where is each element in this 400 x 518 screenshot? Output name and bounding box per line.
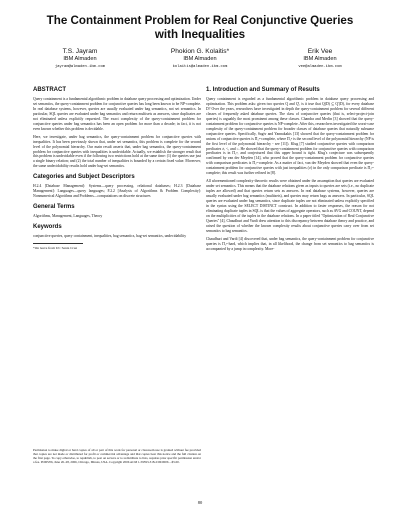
author-email[interactable]: jayram@almaden.ibm.com (54, 65, 106, 69)
categories-heading: Categories and Subject Descriptors (33, 174, 135, 181)
author-name: T.S. Jayram (62, 48, 98, 55)
title-line-1: The Containment Problem for Real Conjunctive Queries (46, 14, 354, 27)
author-email[interactable]: vee@almaden.ibm.com (298, 65, 342, 69)
intro-paragraph-3: Chaudhuri and Vardi [4] discovered that, under bag semantics, the query-containment problem for conjunctive queries is Π₂ᵖ-hard, which implies that, in all likelihood, the change from set semantics to bag semantics is accompanied by a jump in complexity. More- (206, 236, 374, 251)
author-affiliation: IBM Almaden (183, 56, 217, 62)
keywords-heading: Keywords (33, 224, 62, 231)
abstract-paragraph-1: Query containment is a fundamental algorithmic problem in database query processing and optimization. Under set semantics, the query-containment problem for conjunctive queries has long been known to be NP-complete. In real database systems, however, queries are usually evaluated under bag semantics, not set semantics. In particular, SQL queries are evaluated under bag semantics and return multisets as answers, since duplicates are not eliminated unless explicitly requested. The exact complexity of the query-containment problem for conjunctive queries under bag semantics has been an open problem for more than a decade; in fact, it is not even known whether this problem is decidable. (33, 97, 201, 131)
author-affiliation: IBM Almaden (303, 56, 337, 62)
copyright-notice: Permission to make digital or hard copies of all or part of this work for personal or classroom use is granted without fee provided that copies are not made or distributed for profit or commercial advantage and that copies bear this notice and the full citation on the first page. To copy otherwise, to republish, to post on servers or to redistribute to lists, requires prior specific permission and/or a fee. PODS'06, June 26–28, 2006, Chicago, Illinois, USA. Copyright 2006 ACM 1-59593-318-2/06/0006 ...$5.00. (33, 448, 201, 465)
intro-paragraph-2: All aforementioned complexity-theoretic results were obtained under the assumption that queries are evaluated under set semantics. This means that the database relations given as inputs to queries are sets (i.e., no duplicate tuples are allowed) and that queries return sets as answers. In real database systems, however, queries are usually evaluated under bag semantics (multisets), and queries may return bags as answers. In particular, SQL queries are evaluated under bag semantics, since duplicate tuples are not eliminated unless explicitly specified in the syntax using the SELECT DISTINCT construct. In addition to faster responses, the reason for not eliminating duplicate tuples in SQL is that the values of aggregate operators, such as AVG and COUNT, depend on the multiplicities of the tuples in the database relations. In a paper titled "Optimization of Real Conjunctive Queries" [4], Chaudhuri and Vardi drew attention to this discrepancy between database theory and practice, and raised the question of whether the known complexity results about conjunctive queries carry over from set semantics to bag semantics. (206, 179, 374, 233)
author-1 (25, 48, 135, 70)
author-name: Phokion G. Kolaitis* (170, 48, 230, 55)
author-name: Erik Vee (307, 48, 333, 55)
author-email[interactable]: kolaitis@almaden.ibm.com (172, 65, 228, 69)
abstract-heading: ABSTRACT (33, 87, 66, 93)
author-affiliation: IBM Almaden (63, 56, 97, 62)
general-terms-text: Algorithms, Management, Languages, Theory (33, 214, 103, 219)
footnote-divider (33, 243, 83, 244)
author-2 (145, 48, 255, 70)
page-number: 80 (197, 500, 203, 505)
footnote: *On leave from UC Santa Cruz (33, 246, 78, 251)
abstract-paragraph-2: Here, we investigate, under bag semantics, the query-containment problem for conjunctive queries with inequalities. It has been previously shown that, under set semantics, this problem is complete for the second level of the polynomial hierarchy. Our main result asserts that, under bag semantics, the query-containment problem for conjunctive queries with inequalities is undecidable. Actually, we establish the stronger result that this problem is undecidable even if the following two restrictions hold at the same time: (1) the queries use just a single binary relation; and (2) the total number of inequalities is bounded by a certain fixed value. Moreover, the same undecidability results hold under bag-set semantics. (33, 134, 201, 169)
author-block (20, 48, 380, 70)
intro-paragraph-1: Query containment is regarded as a fundamental algorithmic problem in database query processing and optimization. This problem asks: given two queries Q and Q', is it true that Q(D) ⊆ Q'(D), for every database D? Over the years, researchers have investigated in depth the query-containment problem for several different classes of frequently asked database queries. The class of conjunctive queries (that is, select-project-join queries) is arguably the most prominent among these classes. Chandra and Merlin [3] showed that the query-containment problem for conjunctive queries is NP-complete. After this, researchers investigated the worst-case complexity of the query-containment problem for broader classes of database queries that naturally subsume conjunctive queries. Specifically, Sagiv and Yannakakis [13] showed that the query-containment problem for unions of conjunctive queries is Π₂ᵖ-complete, where Π₂ᵖ is the second level of the polynomial hierarchy (NP is the first level of the polynomial hierarchy - see [11]). Klug [7] studied conjunctive queries with comparison predicates ≠, <, and ≤. He showed that the query-containment problem for conjunctive queries with comparison predicates is in Π₂ᵖ, and conjectured that this upper bound is tight. Klug's conjecture was subsequently confirmed by van der Meyden [14], who proved that the query-containment problem for conjunctive queries with comparison predicates is Π₂ᵖ-complete. As a matter of fact, van der Meyden showed that even the query-containment problem for conjunctive queries with just inequalities (≠) in the only comparison predicate is Π₂ᵖ-complete; this result was further refined in [8]. (206, 97, 374, 176)
title-line-2: with Inequalities (154, 28, 246, 41)
right-column (206, 86, 374, 252)
intro-heading: 1. Introduction and Summary of Results (206, 87, 320, 93)
author-3 (265, 48, 375, 70)
paper-title (20, 14, 380, 42)
general-terms-heading: General Terms (33, 204, 75, 211)
categories-text: H.2.4 [Database Management]: Systems—query processing, relational databases; H.2.3 [Database Management]: Languages—query languages; F.2.2 [Analysis of Algorithms & Problem Complexity]: Nonnumerical Algorithms and Problems—computations on discrete structures (33, 184, 201, 199)
left-column (33, 86, 201, 251)
keywords-text: conjunctive queries, query containment, inequalities, bag semantics, bag-set semantics, undecidability (33, 234, 187, 239)
